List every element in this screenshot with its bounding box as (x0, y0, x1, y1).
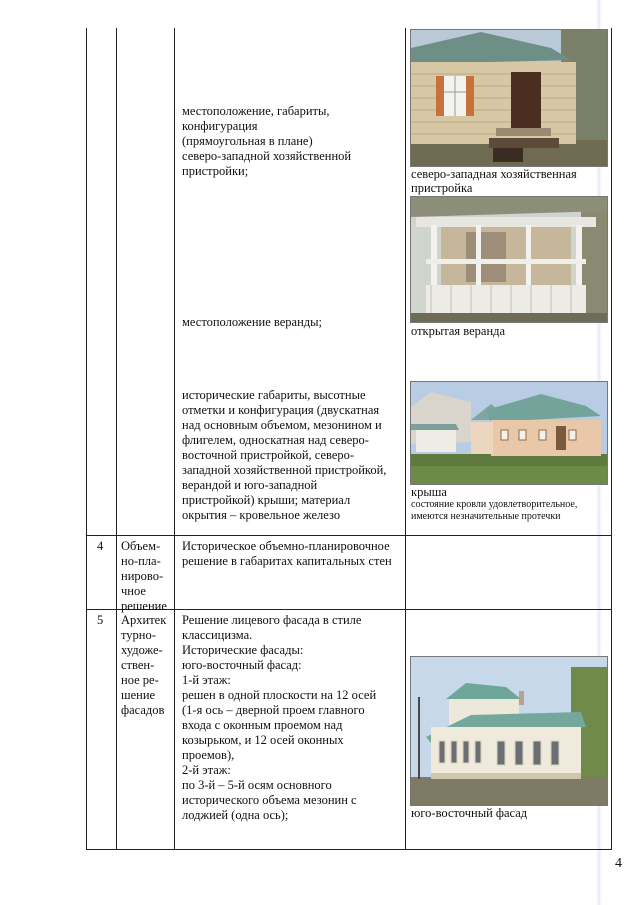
row4-description: Историческое объемно-планировочное решение в габаритах капитальных стен (182, 539, 392, 568)
row5-number: 5 (97, 613, 104, 627)
table-border-right (611, 28, 612, 850)
caption-southeast-facade: юго-восточный фасад (411, 806, 528, 820)
table-border-col2 (116, 28, 117, 850)
photo-roof (410, 381, 608, 485)
photo-veranda (410, 196, 608, 323)
page-number: 4 (615, 856, 622, 871)
table-border-row4-top (86, 535, 612, 536)
table-border-col3 (174, 28, 175, 850)
text-block-outbuilding: местоположение, габариты, конфигурация (прямоугольная в плане) северо-западной хозяйственной пристройки; (182, 104, 352, 178)
table-border-left (86, 28, 87, 850)
caption-outbuilding: северо-западная хозяйственная пристройка (411, 167, 577, 195)
table-border-col4 (405, 28, 406, 850)
caption-roof: крыша состояние кровли удовлетворительное, имеются незначительные протечки (411, 485, 578, 522)
photo-outbuilding (410, 29, 608, 167)
text-block-veranda: местоположение веранды; (182, 315, 322, 329)
table-border-bottom (86, 849, 612, 850)
row5-description: Решение лицевого фасада в стиле классицизма. Исторические фасады: юго-восточный фасад: 1-й этаж: решен в одной плоскости на 12 осей (1-я ось – дверной проем главного входа с оконным проемом над козырьком, и 12 осей оконных проемов), 2-й этаж: по 3-й – 5-й осям основного исторического объема мезонин с лоджией (одна ось); (182, 613, 377, 822)
text-block-roof: исторические габариты, высотные отметки и конфигурация (двускатная над основным объемом, мезонином и флигелем, односкатная над северо- восточной пристройкой, северо- западной хозяйственной пристройкой, верандой и юго-западной пристройкой) крыши; материал окрытия – кровельное железо (182, 388, 387, 522)
photo-southeast-facade (410, 656, 608, 806)
caption-veranda: открытая веранда (411, 324, 506, 338)
row4-number: 4 (97, 539, 104, 553)
row5-name: Архитек турно- художе- ствен- ное ре- шение фасадов (121, 613, 167, 717)
row4-name: Объем- но-пла- нирово- чное решение (121, 539, 167, 613)
